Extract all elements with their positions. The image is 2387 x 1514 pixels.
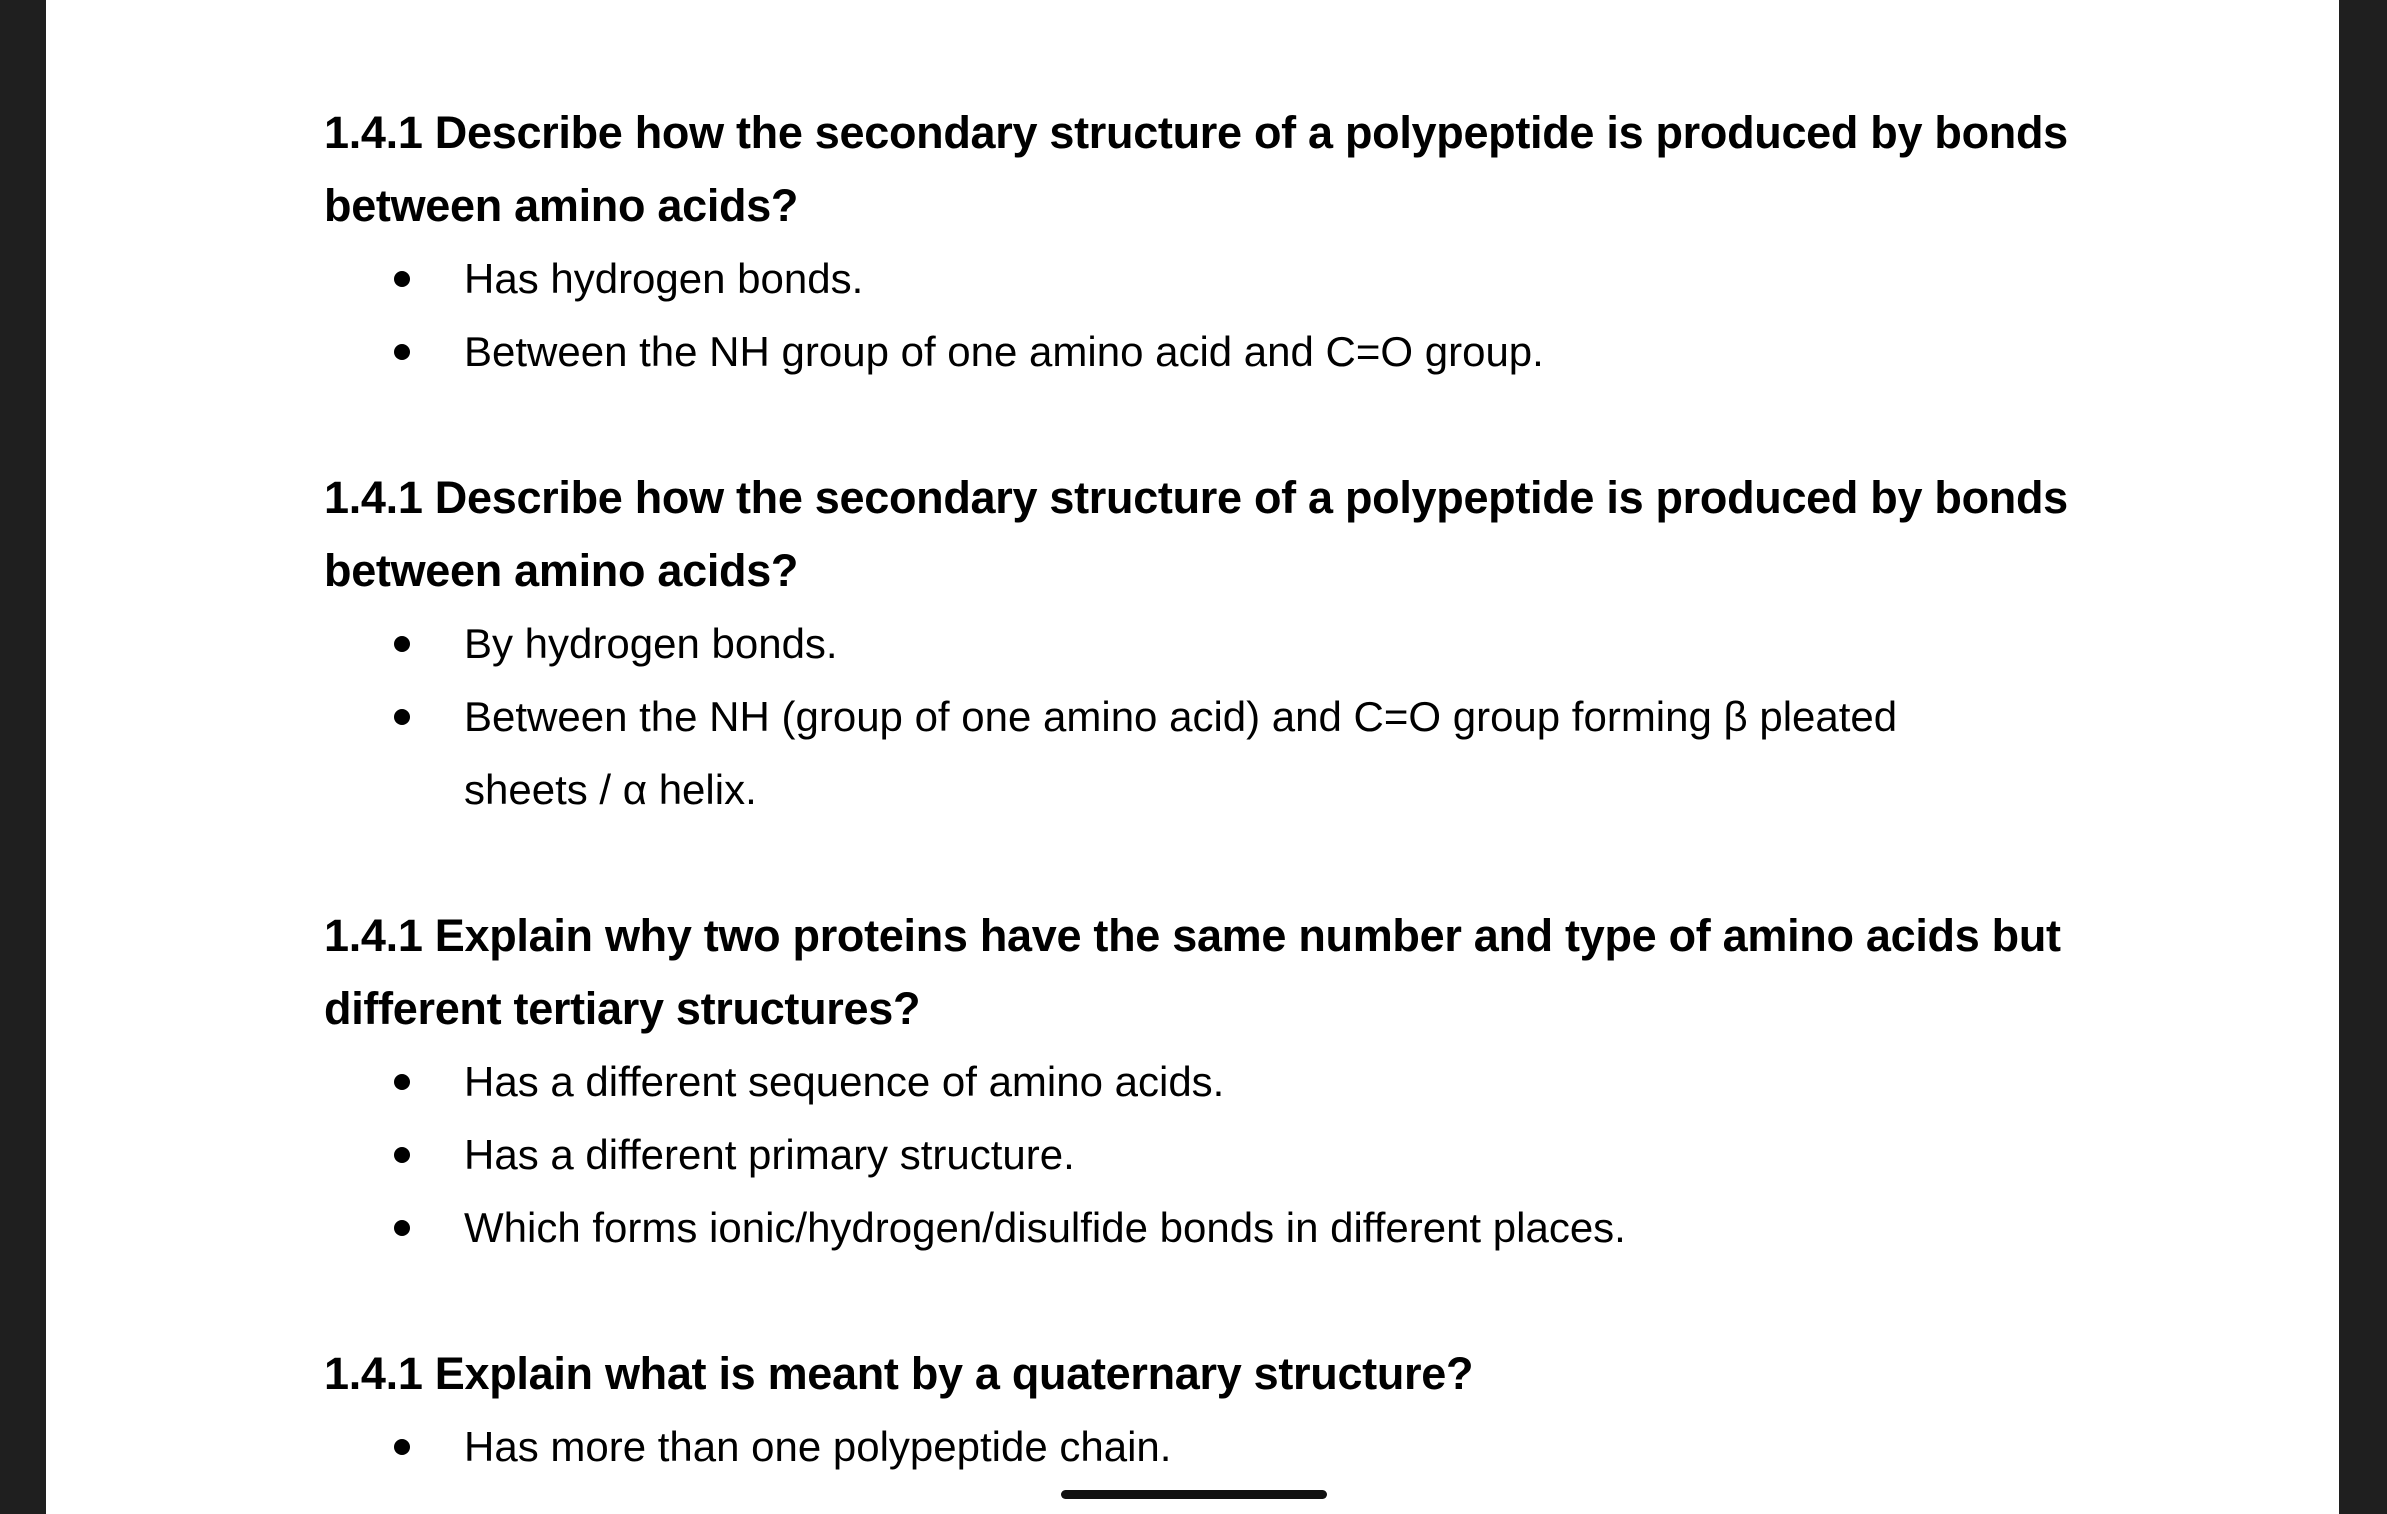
question-heading: 1.4.1 Explain what is meant by a quaternary structure? bbox=[324, 1348, 1474, 1399]
answer-list bbox=[324, 242, 2124, 388]
qa-section-2 bbox=[324, 461, 2124, 826]
answer-item bbox=[324, 315, 1974, 388]
answer-list bbox=[324, 1045, 2124, 1264]
bullet-icon bbox=[394, 1439, 410, 1455]
answer-item bbox=[324, 1118, 1974, 1191]
bullet-icon bbox=[394, 1147, 410, 1163]
answer-list bbox=[324, 607, 2124, 826]
answer-item bbox=[324, 1410, 1974, 1483]
question-heading: 1.4.1 Describe how the secondary structure of a polypeptide is produced by bonds between amino acids? bbox=[324, 107, 2068, 231]
bullet-icon bbox=[394, 271, 410, 287]
answer-text: Has a different primary structure. bbox=[464, 1131, 1075, 1178]
qa-section-1 bbox=[324, 96, 2124, 388]
bullet-icon bbox=[394, 636, 410, 652]
answer-list bbox=[324, 1410, 2124, 1483]
qa-section-3 bbox=[324, 899, 2124, 1264]
answer-item bbox=[324, 242, 1974, 315]
bullet-icon bbox=[394, 709, 410, 725]
answer-text: Has hydrogen bonds. bbox=[464, 255, 864, 302]
document-page bbox=[46, 0, 2339, 1514]
question-heading: 1.4.1 Explain why two proteins have the same number and type of amino acids but different tertiary structures? bbox=[324, 910, 2061, 1034]
answer-item bbox=[324, 1045, 1974, 1118]
answer-item bbox=[324, 607, 1974, 680]
bullet-icon bbox=[394, 1074, 410, 1090]
answer-item bbox=[324, 1191, 1974, 1264]
bullet-icon bbox=[394, 1220, 410, 1236]
answer-text: Between the NH (group of one amino acid) and C=O group forming β pleated sheets / α helix. bbox=[464, 693, 1898, 813]
answer-item bbox=[324, 680, 1974, 826]
answer-text: Which forms ionic/hydrogen/disulfide bonds in different places. bbox=[464, 1204, 1626, 1251]
answer-text: Has more than one polypeptide chain. bbox=[464, 1423, 1172, 1470]
qa-section-4 bbox=[324, 1337, 2124, 1483]
question-heading: 1.4.1 Describe how the secondary structure of a polypeptide is produced by bonds between amino acids? bbox=[324, 472, 2068, 596]
bullet-icon bbox=[394, 344, 410, 360]
home-indicator[interactable] bbox=[1061, 1490, 1327, 1499]
answer-text: Has a different sequence of amino acids. bbox=[464, 1058, 1225, 1105]
answer-text: By hydrogen bonds. bbox=[464, 620, 838, 667]
answer-text: Between the NH group of one amino acid and C=O group. bbox=[464, 328, 1544, 375]
document-content bbox=[324, 96, 2124, 1483]
